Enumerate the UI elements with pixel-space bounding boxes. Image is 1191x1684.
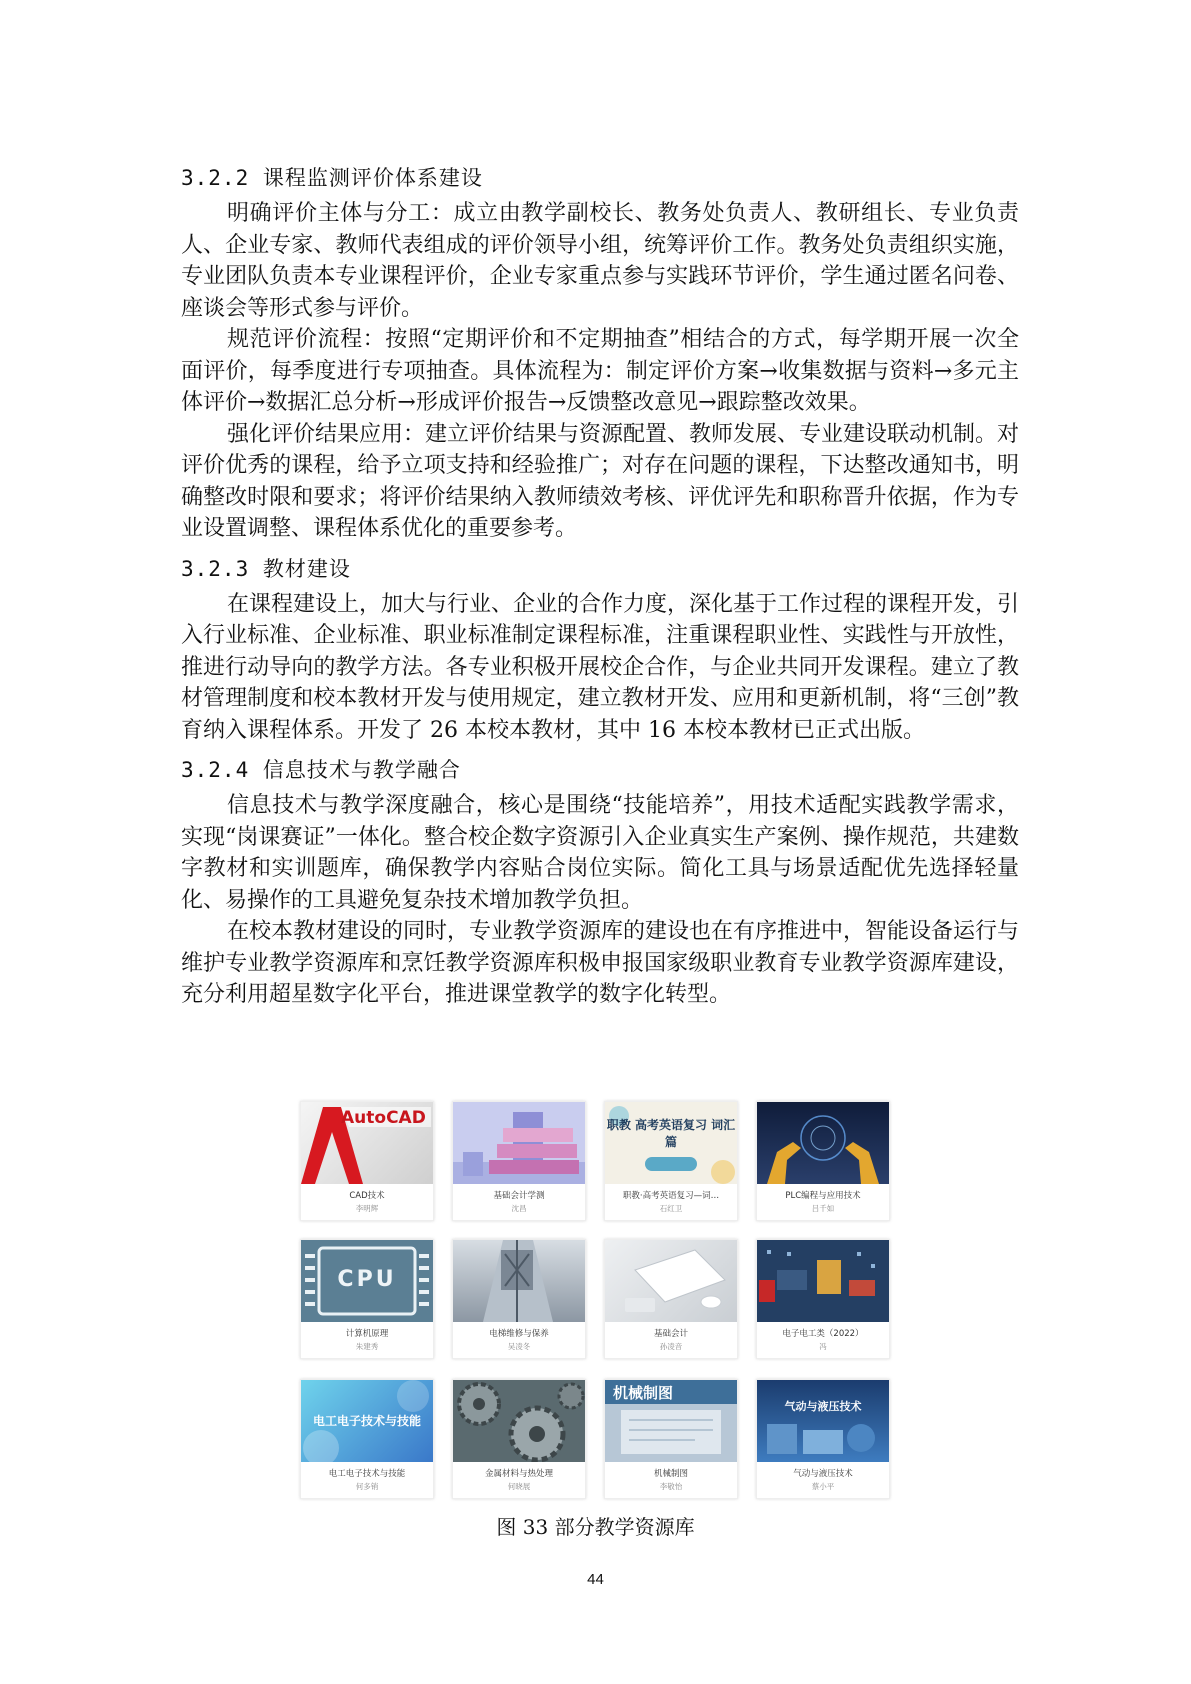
section-heading: 3.2.4 信息技术与教学融合 xyxy=(181,758,461,782)
cpu-thumbnail-icon xyxy=(301,1240,433,1322)
thumb-text: 职教 高考英语复习 词汇篇 xyxy=(606,1118,736,1149)
resource-card-elevator[interactable] xyxy=(452,1239,586,1359)
section-3-2-2 xyxy=(181,162,1019,545)
thumb-text: 电工电子技术与技能 xyxy=(312,1414,421,1428)
paragraph: 信息技术与教学深度融合，核心是围绕“技能培养”，用技术适配实践教学需求，实现“岗课赛证”一体化。整合校企数字资源引入企业真实生产案例、操作规范，共建数字教材和实训题库，确保教学内容贴合岗位实际。简化工具与场景适配优先选择轻量化、易操作的工具避免复杂技术增加教学负担。 xyxy=(181,793,1019,913)
card-author: 何多销 xyxy=(355,1482,379,1491)
card-author: 朱建秀 xyxy=(355,1342,379,1351)
card-title: 气动与液压技术 xyxy=(793,1469,853,1479)
section-3-2-4 xyxy=(181,754,1019,1011)
card-author: 孙凌音 xyxy=(659,1342,683,1351)
paragraph: 在课程建设上，加大与行业、企业的合作力度，深化基于工作过程的课程开发，引入行业标准、企业标准、职业标准制定课程标准，注重课程职业性、实践性与开放性，推进行动导向的教学方法。各专业积极开展校企合作，与企业共同开发课程。建立了教材管理制度和校本教材开发与使用规定，建立教材开发、应用和更新机制，将“三创”教育纳入课程体系。开发了 26 本校本教材，其中 16 本校本教材已正式出版。 xyxy=(181,591,1020,743)
paragraph: 规范评价流程：按照“定期评价和不定期抽查”相结合的方式，每学期开展一次全面评价，每季度进行专项抽查。具体流程为：制定评价方案→收集数据与资料→多元主体评价→数据汇总分析→形成评价报告→反馈整改意见→跟踪整改效果。 xyxy=(181,327,1019,415)
card-title: 金属材料与热处理 xyxy=(484,1469,553,1479)
drawing-thumbnail-icon xyxy=(605,1380,737,1462)
figure-caption: 图 33 部分教学资源库 xyxy=(496,1515,695,1539)
card-title: 计算机原理 xyxy=(345,1329,389,1339)
section-3-2-3 xyxy=(181,553,1019,747)
thumb-text: 气动与液压技术 xyxy=(784,1400,862,1413)
resource-card-electrical[interactable] xyxy=(756,1239,890,1359)
resource-card-hydraulic[interactable] xyxy=(756,1379,890,1499)
section-heading: 3.2.2 课程监测评价体系建设 xyxy=(181,166,483,190)
card-title: 电子电工类（2022） xyxy=(782,1329,864,1339)
elevator-thumbnail-icon xyxy=(453,1240,585,1322)
document-body xyxy=(181,162,1019,1011)
resource-card-cad[interactable] xyxy=(300,1101,434,1221)
card-author: 吴凌冬 xyxy=(507,1342,531,1351)
english-book-thumbnail-icon xyxy=(605,1102,737,1184)
card-author: 沈昌 xyxy=(511,1204,527,1213)
resource-card-electronics[interactable] xyxy=(300,1379,434,1499)
paragraph: 强化评价结果应用：建立评价结果与资源配置、教师发展、专业建设联动机制。对评价优秀的课程，给予立项支持和经验推广；对存在问题的课程，下达整改通知书，明确整改时限和要求；将评价结果纳入教师绩效考核、评优评先和职称晋升依据，作为专业设置调整、课程体系优化的重要参考。 xyxy=(181,421,1020,541)
building-thumbnail-icon xyxy=(453,1102,585,1184)
autocad-thumbnail-icon xyxy=(301,1102,433,1184)
card-title: 电工电子技术与技能 xyxy=(328,1469,406,1479)
card-author: 李敬怡 xyxy=(659,1482,683,1491)
thumb-text: CPU xyxy=(337,1267,397,1292)
thumb-text: 机械制图 xyxy=(613,1384,674,1402)
paragraph: 在校本教材建设的同时，专业教学资源库的建设也在有序推进中，智能设备运行与维护专业教学资源库和烹饪教学资源库积极申报国家级职业教育专业教学资源库建设，充分利用超星数字化平台，推进课堂教学的数字化转型。 xyxy=(181,919,1020,1007)
resource-card-mech-drawing[interactable] xyxy=(604,1379,738,1499)
card-title: 基础会计学测 xyxy=(493,1191,545,1201)
section-heading: 3.2.3 教材建设 xyxy=(181,556,351,581)
card-title: 电梯维修与保养 xyxy=(489,1329,549,1339)
hydraulic-thumbnail-icon xyxy=(757,1380,889,1462)
gears-thumbnail-icon xyxy=(453,1380,585,1462)
electronics-thumbnail-icon xyxy=(301,1380,433,1462)
resource-card-english[interactable] xyxy=(604,1101,738,1221)
robot-arm-thumbnail-icon xyxy=(757,1102,889,1184)
resource-card-basic-accounting[interactable] xyxy=(604,1239,738,1359)
card-author: 蔡小平 xyxy=(811,1482,835,1491)
desk-thumbnail-icon xyxy=(605,1240,737,1322)
card-title: PLC编程与应用技术 xyxy=(785,1191,861,1201)
card-title: 机械制图 xyxy=(653,1469,688,1479)
card-title: CAD技术 xyxy=(349,1191,385,1201)
resource-card-accounting[interactable] xyxy=(452,1101,586,1221)
paragraph: 明确评价主体与分工：成立由教学副校长、教务处负责人、教研组长、专业负责人、企业专家、教师代表组成的评价领导小组，统筹评价工作。教务处负责组织实施，专业团队负责本专业课程评价，企业专家重点参与实践环节评价，学生通过匿名问卷、座谈会等形式参与评价。 xyxy=(181,201,1019,321)
page-number: 44 xyxy=(587,1571,604,1588)
resource-card-metal[interactable] xyxy=(452,1379,586,1499)
card-author: 吕千如 xyxy=(811,1204,835,1213)
card-author: 李明辉 xyxy=(355,1204,379,1213)
card-title: 基础会计 xyxy=(653,1329,688,1339)
card-author: 冯 xyxy=(819,1342,827,1351)
circuit-board-thumbnail-icon xyxy=(757,1240,889,1322)
card-author: 何晓展 xyxy=(507,1482,531,1491)
resource-card-computer[interactable] xyxy=(300,1239,434,1359)
thumb-text: AutoCAD xyxy=(341,1108,426,1128)
card-author: 石红卫 xyxy=(659,1204,683,1213)
card-title: 职教·高考英语复习—词… xyxy=(622,1191,720,1201)
resource-card-plc[interactable] xyxy=(756,1101,890,1221)
resource-gallery xyxy=(300,1101,900,1499)
